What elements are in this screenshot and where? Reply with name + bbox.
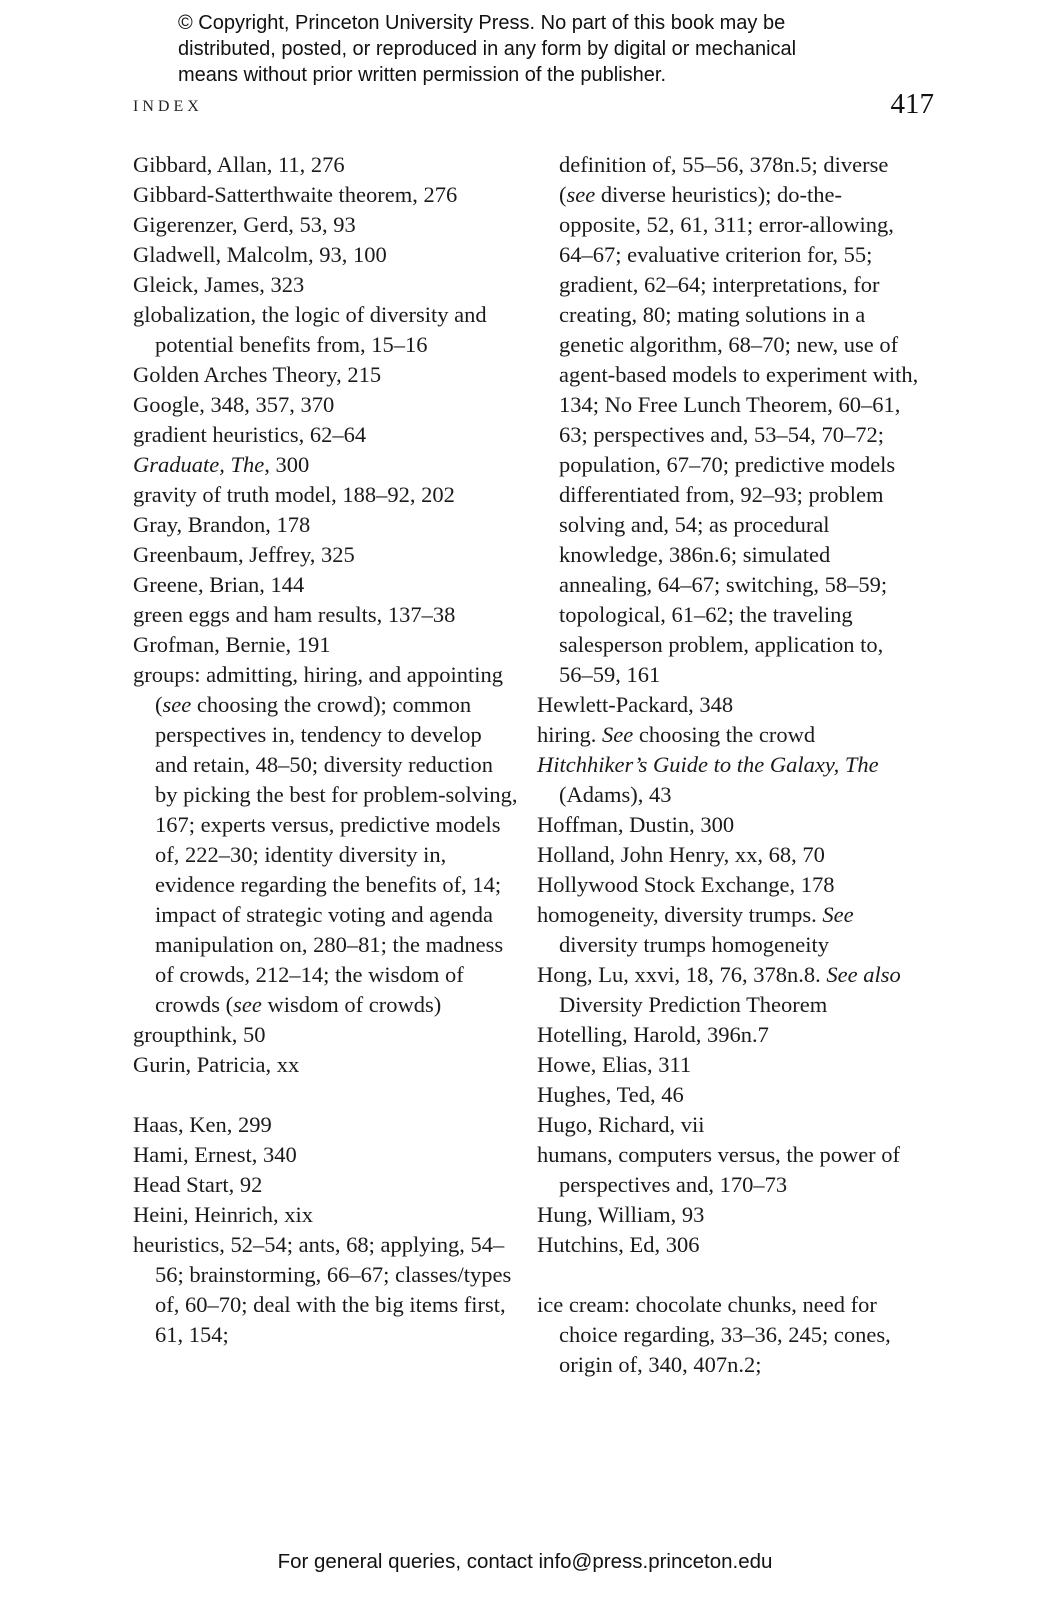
copyright-line: means without prior written permission of the publisher. <box>178 64 667 86</box>
index-entry: Grofman, Bernie, 191 <box>133 632 331 657</box>
index-column-right <box>537 150 922 1380</box>
index-entry: Gurin, Patricia, xx <box>133 1052 300 1077</box>
index-entry: Hutchins, Ed, 306 <box>537 1232 700 1257</box>
copyright-notice <box>178 10 938 88</box>
index-entry: ice cream: chocolate chunks, need for choice regarding, 33–36, 245; cones, origin of, 340, 407n.2; <box>537 1292 891 1377</box>
index-entry: Gibbard-Satterthwaite theorem, 276 <box>133 182 458 207</box>
index-entry: gradient heuristics, 62–64 <box>133 422 367 447</box>
index-entry: Hung, William, 93 <box>537 1202 705 1227</box>
index-column-left <box>133 150 518 1350</box>
index-entry: humans, computers versus, the power of perspectives and, 170–73 <box>537 1142 901 1197</box>
index-entry: Hoffman, Dustin, 300 <box>537 812 735 837</box>
index-entry: Hughes, Ted, 46 <box>537 1082 684 1107</box>
index-entry: Graduate, The, 300 <box>133 452 310 477</box>
index-entry: Hewlett-Packard, 348 <box>537 692 734 717</box>
index-letter-gap <box>133 1080 518 1110</box>
index-entry: homogeneity, diversity trumps. See diversity trumps homogeneity <box>537 902 854 957</box>
index-entry: Greenbaum, Jeffrey, 325 <box>133 542 355 567</box>
running-head: INDEX <box>133 98 203 115</box>
index-entry: Gibbard, Allan, 11, 276 <box>133 152 345 177</box>
index-entry: Haas, Ken, 299 <box>133 1112 272 1137</box>
index-letter-gap <box>537 1260 922 1290</box>
copyright-line: © Copyright, Princeton University Press. No part of this book may be <box>178 12 786 34</box>
index-entry: Golden Arches Theory, 215 <box>133 362 382 387</box>
index-entry: Howe, Elias, 311 <box>537 1052 692 1077</box>
index-entry: Hitchhiker’s Guide to the Galaxy, The (Adams), 43 <box>537 752 879 807</box>
index-entry: Gigerenzer, Gerd, 53, 93 <box>133 212 356 237</box>
index-entry: heuristics, 52–54; ants, 68; applying, 54–56; brainstorming, 66–67; classes/types of, 60–70; deal with the big items first, 61, 154; <box>133 1232 512 1347</box>
index-entry: Gladwell, Malcolm, 93, 100 <box>133 242 387 267</box>
index-entry-continuation: definition of, 55–56, 378n.5; diverse (see diverse heuristics); do-the-opposite, 52, 61, 311; error-allowing, 64–67; evaluative criterion for, 55; gradient, 62–64; interpretations, for creating, 80; mating solutions in a genetic algorithm, 68–70; new, use of agent-based models to experiment with, 134; No Free Lunch Theorem, 60–61, 63; perspectives and, 53–54, 70–72; population, 67–70; predictive models differentiated from, 92–93; problem solving and, 54; as procedural knowledge, 386n.6; simulated annealing, 64–67; switching, 58–59; topological, 61–62; the traveling salesperson problem, application to, 56–59, 161 <box>559 152 919 687</box>
index-entry: green eggs and ham results, 137–38 <box>133 602 456 627</box>
footer-contact: For general queries, contact info@press.princeton.edu <box>277 1550 773 1573</box>
page-number: 417 <box>890 88 934 120</box>
index-entry: groupthink, 50 <box>133 1022 266 1047</box>
index-entry: Gray, Brandon, 178 <box>133 512 311 537</box>
index-entry: Hugo, Richard, vii <box>537 1112 705 1137</box>
index-entry: Head Start, 92 <box>133 1172 263 1197</box>
index-entry: Heini, Heinrich, xix <box>133 1202 313 1227</box>
index-entry: Holland, John Henry, xx, 68, 70 <box>537 842 825 867</box>
index-entry: gravity of truth model, 188–92, 202 <box>133 482 455 507</box>
index-entry: Hotelling, Harold, 396n.7 <box>537 1022 769 1047</box>
index-entry: Hong, Lu, xxvi, 18, 76, 378n.8. See also Diversity Prediction Theorem <box>537 962 901 1017</box>
index-entry: Google, 348, 357, 370 <box>133 392 335 417</box>
index-entry: Greene, Brian, 144 <box>133 572 305 597</box>
copyright-line: distributed, posted, or reproduced in any form by digital or mechanical <box>178 38 797 60</box>
index-entry: hiring. See choosing the crowd <box>537 722 816 747</box>
index-entry: Hollywood Stock Exchange, 178 <box>537 872 835 897</box>
index-entry: Gleick, James, 323 <box>133 272 305 297</box>
index-entry: Hami, Ernest, 340 <box>133 1142 297 1167</box>
index-entry: globalization, the logic of diversity and potential benefits from, 15–16 <box>133 302 487 357</box>
index-entry: groups: admitting, hiring, and appointing (see choosing the crowd); common perspectives in, tendency to develop and retain, 48–50; diversity reduction by picking the best for problem-solving, 167; experts versus, predictive models of, 222–30; identity diversity in, evidence regarding the benefits of, 14; impact of strategic voting and agenda manipulation on, 280–81; the madness of crowds, 212–14; the wisdom of crowds (see wisdom of crowds) <box>133 662 518 1017</box>
